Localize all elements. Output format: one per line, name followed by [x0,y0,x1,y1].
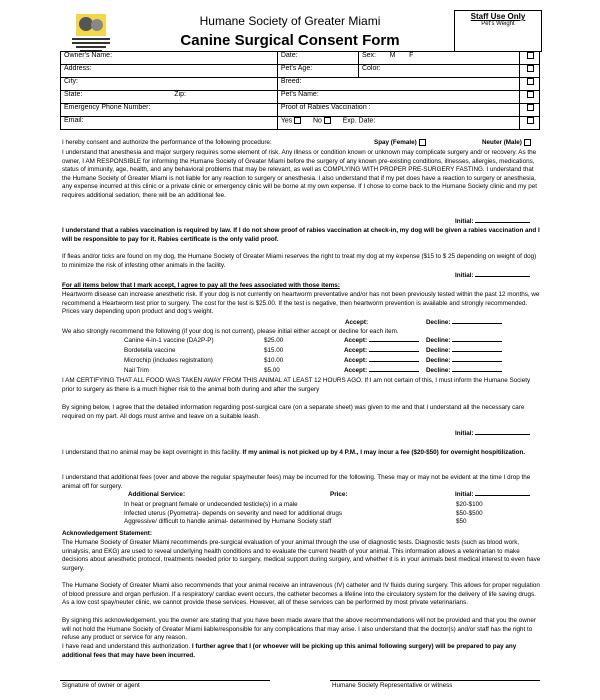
color-field[interactable]: Color: [358,65,519,78]
male-option[interactable]: M [389,52,396,59]
vaccine-list [124,337,544,377]
pets-weight-label: Pet's Weight [481,21,515,27]
services-list [124,501,544,527]
procedure-row [62,139,542,148]
list-item [124,367,544,377]
item-decline[interactable]: Decline: [426,347,502,356]
neuter-option[interactable]: Neuter (Male) [482,139,531,148]
fees-heading: For all items below that I mark accept, I agree to pay all the fees associated with those items: [62,282,340,289]
staff-checkbox[interactable] [520,104,540,117]
item-price: $25.00 [264,337,284,344]
iv-paragraph: The Humane Society of Greater Miami also recommends that your animal receive an intravenous (IV) catheter and IV fluids during surgery. This allows for proper regulation of blood pressure and organ perfusion. If a respiratory/ cardiac event occurs, the catheter becomes a lifeline into the circulatory system for the delivery of life saving drugs. As a low cost spay/neuter clinic, we cannot provide these services. However, all of these services can be performed by most private veterinarians. [62,582,540,607]
additional-fees-paragraph: I understand that additional fees (over and above the regular spay/neuter fees) may be incurred for the following. These may or may not be evident at the time I drop the animal off for surgery. [62,474,531,490]
staff-use-box [454,10,542,52]
item-name: Nail Trim [124,367,149,374]
list-item [124,510,544,519]
no-label: No [312,117,322,125]
rabies-yes-no[interactable] [277,117,519,130]
acknowledgement-heading: Acknowledgement Statement: [62,530,152,537]
yes-label: Yes [280,117,293,125]
breed-field[interactable]: Breed: [277,78,519,91]
liability-paragraph: By signing this acknowledgement, you the owner are stating that you have been made aware that the above recommendations will not be provided and that you the owner will not hold the Humane Society of Greater Miami liable/responsible for any complications that may arise. I also understand that the doctor(s) and/or staff has the right to refuse any product or service for any reason. [62,617,536,642]
emergency-phone-field[interactable]: Emergency Phone Number: [61,104,278,117]
post-care-paragraph: By signing below, I agree that the detailed information regarding post-surgical care (on a separate sheet) was given to me and that I understand all the necessary care required on my part. All dogs must arrive and leave on a suitable leash. [62,404,525,420]
female-option[interactable]: F [409,52,414,59]
item-decline[interactable]: Decline: [426,357,502,366]
item-decline[interactable]: Decline: [426,367,502,376]
city-field[interactable]: City: [61,78,278,91]
staff-checkbox[interactable] [520,78,540,91]
item-name: Bordetella vaccine [124,347,176,354]
rabies-paragraph: I understand that a rabies vaccination is required by law. If I do not show proof of rabies vaccination at check-in, my dog will be given a rabies vaccination and I will be responsible to pay for it. Rabies certificate is the only valid proof. [62,227,540,243]
anesthesia-paragraph: I understand that anesthesia and major surgery requires some element of risk. Any illness or condition known or unknown may complicate surgery and/ or recovery. As the owner, I AM RESPONSIBLE for informing the Humane Society of Greater Miami before the surgery of any known pre-existing conditions, illnesses, allergies, medications, status of immunity, age, health, and any behavioral problems that may be relevant, as well as COMPLYING WITH PROPER PRE-SURGERY FASTING. I understand that the Humane Society of Greater Miami is not liable for any reaction to surgery or anesthesia. I also understand that if my pet does have a reaction to surgery or anesthesia, any expense incurred at this clinic or a private clinic or emergency clinic will be borne at my own expense. If I chose to come back to the Humane Society clinic and my pet requires additional sedation, there will be an additional fee. [62,149,537,199]
owner-signature-label: Signature of owner or agent [62,682,140,689]
item-name: Microchip (includes registration) [124,357,213,364]
state-label: State: [64,91,83,98]
age-field[interactable]: Pet's Age: [277,65,358,78]
spay-option[interactable]: Spay (Female) [374,139,426,148]
list-item [124,337,544,347]
yes-checkbox[interactable] [294,117,301,124]
list-item [124,501,544,510]
owner-name-field[interactable]: Owner's Name: [61,52,278,65]
item-accept[interactable]: Accept: [344,357,419,366]
overnight-paragraph: I understand that no animal may be kept overnight in this facility. If my animal is not picked up by 4 P.M., I may incur a fee ($20-$50) for overnight hospitilization. [62,449,526,456]
list-item [124,518,544,527]
item-accept[interactable]: Accept: [344,367,419,376]
item-price: $15.00 [264,347,284,354]
org-name: Humane Society of Greater Miami [199,14,381,28]
pet-name-field[interactable]: Pet's Name: [277,91,519,104]
rep-signature-label: Humane Society Representative or witness [332,682,453,689]
staff-checkbox[interactable] [520,65,540,78]
item-price: $10.00 [264,357,284,364]
diagnostic-paragraph: The Humane Society of Greater Miami recommends pre-surgical evaluation of your animal through the use of diagnostic tests. Diagnostic tests (such as blood work, urinalysis, and EKG) are used to reveal underlying health conditions and to evaluate the current health of your animal. This information allows a veterinarian to make decisions about anesthetic protocol, treatments needed prior to surgery, medical support during surgery, and whether it is in your animals best medical interest to even have surgery. [62,539,541,572]
additional-service-header: Additional Service: [128,491,186,498]
recommend-paragraph: We also strongly recommend the following (if your dog is not current), please initial either accept or decline for each item. [62,328,399,335]
fasting-paragraph: I AM CERTIFYING THAT ALL FOOD WAS TAKEN AWAY FROM THIS ANIMAL AT LEAST 12 HOURS AGO. If I am not certain of this, I must inform the Humane Society prior to surgery as there is a much higher risk to the animal both during and after the surgery [62,377,531,393]
zip-label: Zip: [174,91,186,98]
spay-checkbox[interactable] [419,139,426,146]
initial-1[interactable]: Initial: [455,218,530,227]
price-header: Price: [330,491,348,498]
service-price: $50 [456,518,467,526]
service-name: Infected uterus (Pyometra)- depends on severity and need for additional drugs [124,509,343,517]
info-grid [60,51,540,130]
heartworm-decline[interactable]: Decline: [426,319,502,328]
item-name: Canine 4-in-1 vaccine (DA2P-P) [124,337,214,344]
date-field[interactable]: Date: [277,52,358,65]
service-price: $50-$500 [456,509,483,517]
service-price: $20-$100 [456,501,483,508]
procedure-intro: I hereby consent and authorize the performance of the following procedure: [62,139,272,146]
rabies-proof-field[interactable]: Proof of Rabies Vaccination : [277,104,519,117]
list-item [124,357,544,367]
list-item [124,347,544,357]
item-decline[interactable]: Decline: [426,337,502,346]
email-field[interactable]: Email: [61,117,278,130]
address-field[interactable]: Address: [61,65,278,78]
service-name: Aggressive/ difficult to handle animal- determined by Humane Society staff [124,518,332,526]
staff-checkbox[interactable] [520,117,540,130]
service-name: In heat or pregnant female or undecended testicle(s) in a male [124,501,298,508]
state-zip-field[interactable] [61,91,278,104]
rep-signature-line[interactable] [330,680,540,681]
staff-use-label: Staff Use Only [470,12,526,21]
authorization-paragraph: I have read and understand this authorization. I further agree that I (or whoever will be picking up this animal following surgery) will be prepared to pay any additional fees that may have been incurred. [62,643,517,659]
neuter-checkbox[interactable] [524,139,531,146]
staff-checkbox[interactable] [520,91,540,104]
sex-field[interactable] [358,52,519,65]
heartworm-paragraph: Heartworm disease can increase anesthetic risk. If your dog is not currently on heartworm preventative and/or has not been previously tested within the past 12 months, we recommend a Heartworm test prior to surgery. The cost for the test is $25.00. If the test is negative, then heartworm prevention is available and strongly recommended. Prices vary depending upon product and dog's weight. [62,291,540,316]
sex-label: Sex: [361,52,376,59]
staff-checkbox[interactable] [520,52,540,65]
flea-paragraph: If fleas and/or ticks are found on my dog, the Humane Society of Greater Miami reserves the right to treat my dog at my expense ($15 to $ 25 depending on weight of dog) to minimize the risk of infesting other animals in the facility. [62,253,537,269]
item-accept[interactable]: Accept: [344,347,419,356]
owner-signature-line[interactable] [60,680,270,681]
initial-3[interactable]: Initial: [455,430,530,439]
initial-2[interactable]: Initial: [455,272,530,281]
form-title: Canine Surgical Consent Form [180,32,400,49]
exp-date-label: Exp. Date: [342,117,376,125]
no-checkbox[interactable] [324,117,331,124]
logo [66,12,116,54]
initial-4[interactable]: Initial: [455,491,530,500]
item-accept[interactable]: Accept: [344,337,419,346]
heartworm-accept[interactable]: Accept: [345,319,369,326]
item-price: $5.00 [264,367,280,374]
